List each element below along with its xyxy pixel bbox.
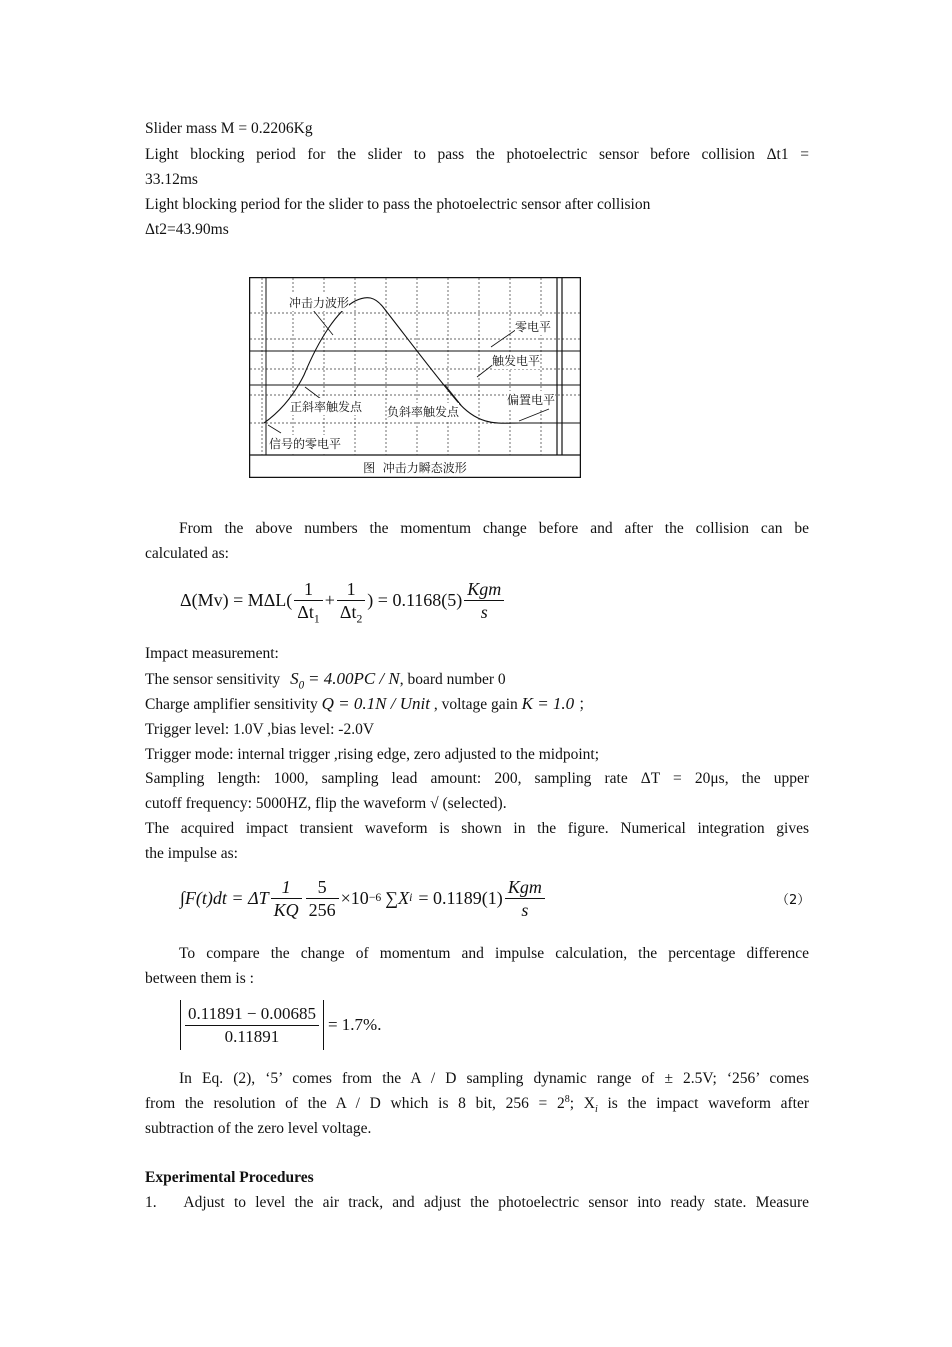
explain-line2 (145, 1093, 810, 1116)
procedure-step-1: 1. Adjust to level the air track, and adjust the photoelectric sensor into ready state. Measure (145, 1194, 809, 1211)
momentum-frac2-num: 1 (337, 578, 365, 601)
sensitivity-sub: 0 (298, 679, 305, 692)
abs-bar-right (323, 1000, 324, 1050)
momentum-unit-den: s (480, 601, 488, 622)
momentum-frac2 (337, 578, 365, 626)
sampling-line1: Sampling length: 1000, sampling lead amount: 200, sampling rate ΔT = 20μs, the upper (145, 770, 809, 787)
impulse-frac2-den: 256 (308, 899, 336, 920)
explain-line2-sup: 8 (564, 1093, 570, 1105)
label-negative-slope-trigger: 负斜率触发点 (387, 405, 460, 419)
waveform-figure (249, 277, 581, 478)
momentum-frac2-den-sub: 2 (356, 612, 363, 626)
explain-line2-mid: ; X (569, 1095, 595, 1112)
label-signal-zero-level: 信号的零电平 (269, 437, 342, 451)
momentum-frac1-den (294, 601, 322, 626)
impulse-integral: ∫F(t)dt = ΔT (180, 887, 269, 908)
acquired-line2: the impulse as: (145, 845, 238, 862)
impulse-frac1-den: KQ (273, 899, 299, 920)
sensitivity-pre: The sensor sensitivity (145, 671, 281, 688)
momentum-eq-lhs: Δ(Mv) = MΔL( (180, 589, 293, 610)
sampling-line2: cutoff frequency: 5000HZ, flip the waveform √ (selected). (145, 795, 507, 812)
impulse-unit (505, 876, 545, 921)
momentum-eq-mid: ) = 0.1168(5) (367, 589, 463, 610)
before-collision-line2: 33.12ms (145, 171, 198, 188)
impulse-frac2 (306, 876, 339, 921)
trigger-mode-text: Trigger mode: internal trigger ,rising edge, zero adjusted to the midpoint; (145, 746, 599, 763)
momentum-unit-num: Kgm (464, 578, 504, 601)
percentage-num: 0.11891 − 0.00685 (185, 1003, 319, 1026)
compare-line1: To compare the change of momentum and impulse calculation, the percentage difference (179, 945, 809, 962)
impulse-result: = 0.1189(1) (418, 887, 503, 908)
after-collision-line1: Light blocking period for the slider to pass the photoelectric sensor after collision (145, 196, 651, 213)
equation-number: （2） (776, 893, 811, 908)
sensitivity-S: S (290, 669, 299, 688)
percentage-result: = 1.7%. (327, 1015, 382, 1034)
acquired-line1: The acquired impact transient waveform is shown in the figure. Numerical integration gives (145, 820, 809, 837)
abs-bar-left (180, 1000, 181, 1050)
impulse-sum: ∑X (385, 887, 410, 908)
momentum-frac1-num: 1 (294, 578, 322, 601)
percentage-equation (180, 999, 381, 1051)
percentage-frac (185, 1003, 319, 1048)
charge-amplifier-line (145, 694, 594, 714)
label-positive-slope-trigger: 正斜率触发点 (290, 400, 363, 414)
sensitivity-value: = 4.00PC / N (307, 669, 400, 688)
momentum-unit (464, 578, 504, 623)
momentum-frac1 (294, 578, 322, 626)
sensitivity-post: , board number 0 (399, 671, 506, 688)
procedures-heading: Experimental Procedures (145, 1169, 314, 1186)
explain-line3: subtraction of the zero level voltage. (145, 1120, 372, 1137)
momentum-equation (180, 575, 506, 625)
sensor-sensitivity-line (145, 669, 506, 692)
momentum-frac2-den-text: Δt (339, 601, 357, 622)
impulse-unit-den: s (521, 899, 529, 920)
impulse-frac2-num: 5 (306, 876, 339, 899)
momentum-frac1-den-text: Δt (297, 601, 314, 622)
explain-line2-sub: i (595, 1104, 598, 1116)
momentum-intro-line1: From the above numbers the momentum change before and after the collision can be (179, 520, 809, 537)
momentum-plus: + (324, 589, 335, 610)
impact-heading: Impact measurement: (145, 645, 279, 662)
momentum-intro-line2: calculated as: (145, 545, 229, 562)
label-trigger-level: 触发电平 (492, 354, 541, 368)
momentum-frac2-den (337, 601, 365, 626)
percentage-den: 0.11891 (224, 1026, 280, 1046)
impulse-times: ×10 (340, 887, 369, 908)
before-collision-line1: Light blocking period for the slider to pass the photoelectric sensor before collision Δt1 = (145, 146, 809, 163)
explain-line2-post: is the impact waveform after (597, 1095, 810, 1112)
after-collision-line2: Δt2=43.90ms (145, 221, 229, 238)
gain-pre: , voltage gain (433, 696, 518, 713)
explain-line2-pre: from the resolution of the A / D which is 8 bit, 256 = 2 (145, 1095, 565, 1112)
explain-line1: In Eq. (2), ‘5’ comes from the A / D sampling dynamic range of ± 2.5V; ‘256’ comes (179, 1070, 809, 1087)
slider-mass-text: Slider mass M = 0.2206Kg (145, 120, 313, 137)
charge-value: Q = 0.1N / Unit (321, 694, 430, 713)
charge-pre: Charge amplifier sensitivity (145, 696, 318, 713)
label-zero-level: 零电平 (515, 320, 552, 334)
gain-post: ； (578, 696, 594, 713)
label-impact-waveform: 冲击力波形 (289, 296, 350, 310)
momentum-frac1-den-sub: 1 (313, 612, 320, 626)
label-bias-level: 偏置电平 (507, 393, 556, 407)
impulse-equation: ∫F(t)dt = ΔT $\frac{1}{KQ}$ $\frac{5}{256}$ ×10 −6 ∑X i = 0.1189(1) $\frac{\text{Kgm}}{s}$ (180, 871, 547, 925)
figure-caption: 图 冲击力瞬态波形 (363, 461, 467, 475)
sensitivity-symbol (290, 669, 305, 692)
impulse-frac1-num: 1 (271, 876, 302, 899)
compare-line2: between them is : (145, 970, 254, 987)
trigger-level-text: Trigger level: 1.0V ,bias level: -2.0V (145, 721, 375, 738)
impulse-frac1 (271, 876, 302, 921)
impulse-unit-num: Kgm (505, 876, 545, 899)
gain-value: K = 1.0 (521, 694, 575, 713)
